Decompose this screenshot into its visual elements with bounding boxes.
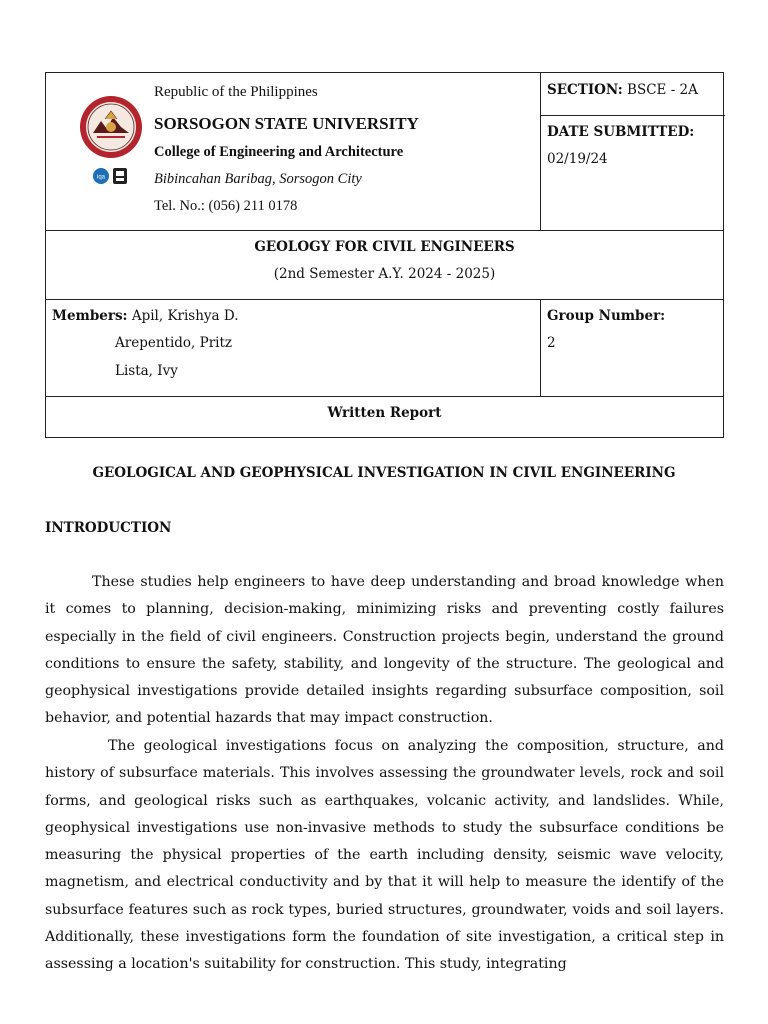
course-title: GEOLOGY FOR CIVIL ENGINEERS — [254, 239, 515, 255]
section-field — [547, 82, 698, 98]
section-date-divider — [540, 115, 725, 116]
iqa-badge-icon — [93, 168, 109, 184]
report-row-top — [46, 396, 723, 397]
member-2: Arepentido, Pritz — [115, 335, 233, 351]
course-row-top — [46, 230, 723, 231]
qr-badge-icon — [113, 168, 127, 184]
paragraph-2: The geological investigations focus on analyzing the composition, structure, and history of subsurface materials. This involves assessing the groundwater levels, rock and soil forms, and geological risks such as earthquakes, volcanic activity, and landslides. While, geophysical investigations use non-invasive methods to study the subsurface conditions be measuring the physical properties of the earth including density, seismic wave velocity, magnetism, and electrical conductivity and by that it will help to measure the identify of the subsurface features such as rock types, buried structures, groundwater, voids and soil layers. Additionally, these investigations form the foundation of site investigation, a critical step in assessing a location's suitability for construction. This study, integrating — [45, 738, 724, 973]
report-type: Written Report — [327, 405, 442, 421]
section-heading: INTRODUCTION — [45, 520, 172, 536]
members-field — [52, 308, 239, 324]
paragraph-1: These studies help engineers to have deep understanding and broad knowledge when it comes to planning, decision-making, minimizing risks and preventing costly failures especially in the field of civil engineers. Construction projects begin, understand the ground conditions to ensure the safety, stability, and longevity of the structure. The geological and geophysical investigations provide detailed insights regarding subsurface composition, soil behavior, and potential hazards that may impact construction. — [45, 574, 724, 727]
members-row-top — [46, 299, 723, 300]
university-name: SORSOGON STATE UNIVERSITY — [154, 114, 419, 133]
member-1: Apil, Krishya D. — [131, 308, 239, 324]
section-label: SECTION: — [547, 82, 623, 98]
telephone-number: Tel. No.: (056) 211 0178 — [154, 198, 298, 214]
header-divider-members — [540, 300, 541, 396]
accreditation-badges — [93, 167, 129, 189]
section-value: BSCE - 2A — [627, 82, 698, 98]
header-table — [45, 72, 724, 438]
college-address: Bibincahan Baribag, Sorsogon City — [154, 171, 362, 187]
document-title: GEOLOGICAL AND GEOPHYSICAL INVESTIGATION IN CIVIL ENGINEERING — [92, 465, 676, 481]
members-label: Members: — [52, 308, 128, 324]
college-name: College of Engineering and Architecture — [154, 144, 404, 160]
group-label: Group Number: — [547, 308, 666, 324]
date-label: DATE SUBMITTED: — [547, 124, 695, 140]
date-value: 02/19/24 — [547, 151, 608, 167]
republic-line: Republic of the Philippines — [154, 84, 318, 100]
header-divider-top — [540, 73, 541, 231]
svg-text:iqa: iqa — [96, 174, 106, 181]
semester-line: (2nd Semester A.Y. 2024 - 2025) — [273, 266, 496, 282]
group-value: 2 — [547, 335, 556, 351]
member-3: Lista, Ivy — [115, 363, 178, 379]
university-seal-icon — [79, 95, 143, 159]
